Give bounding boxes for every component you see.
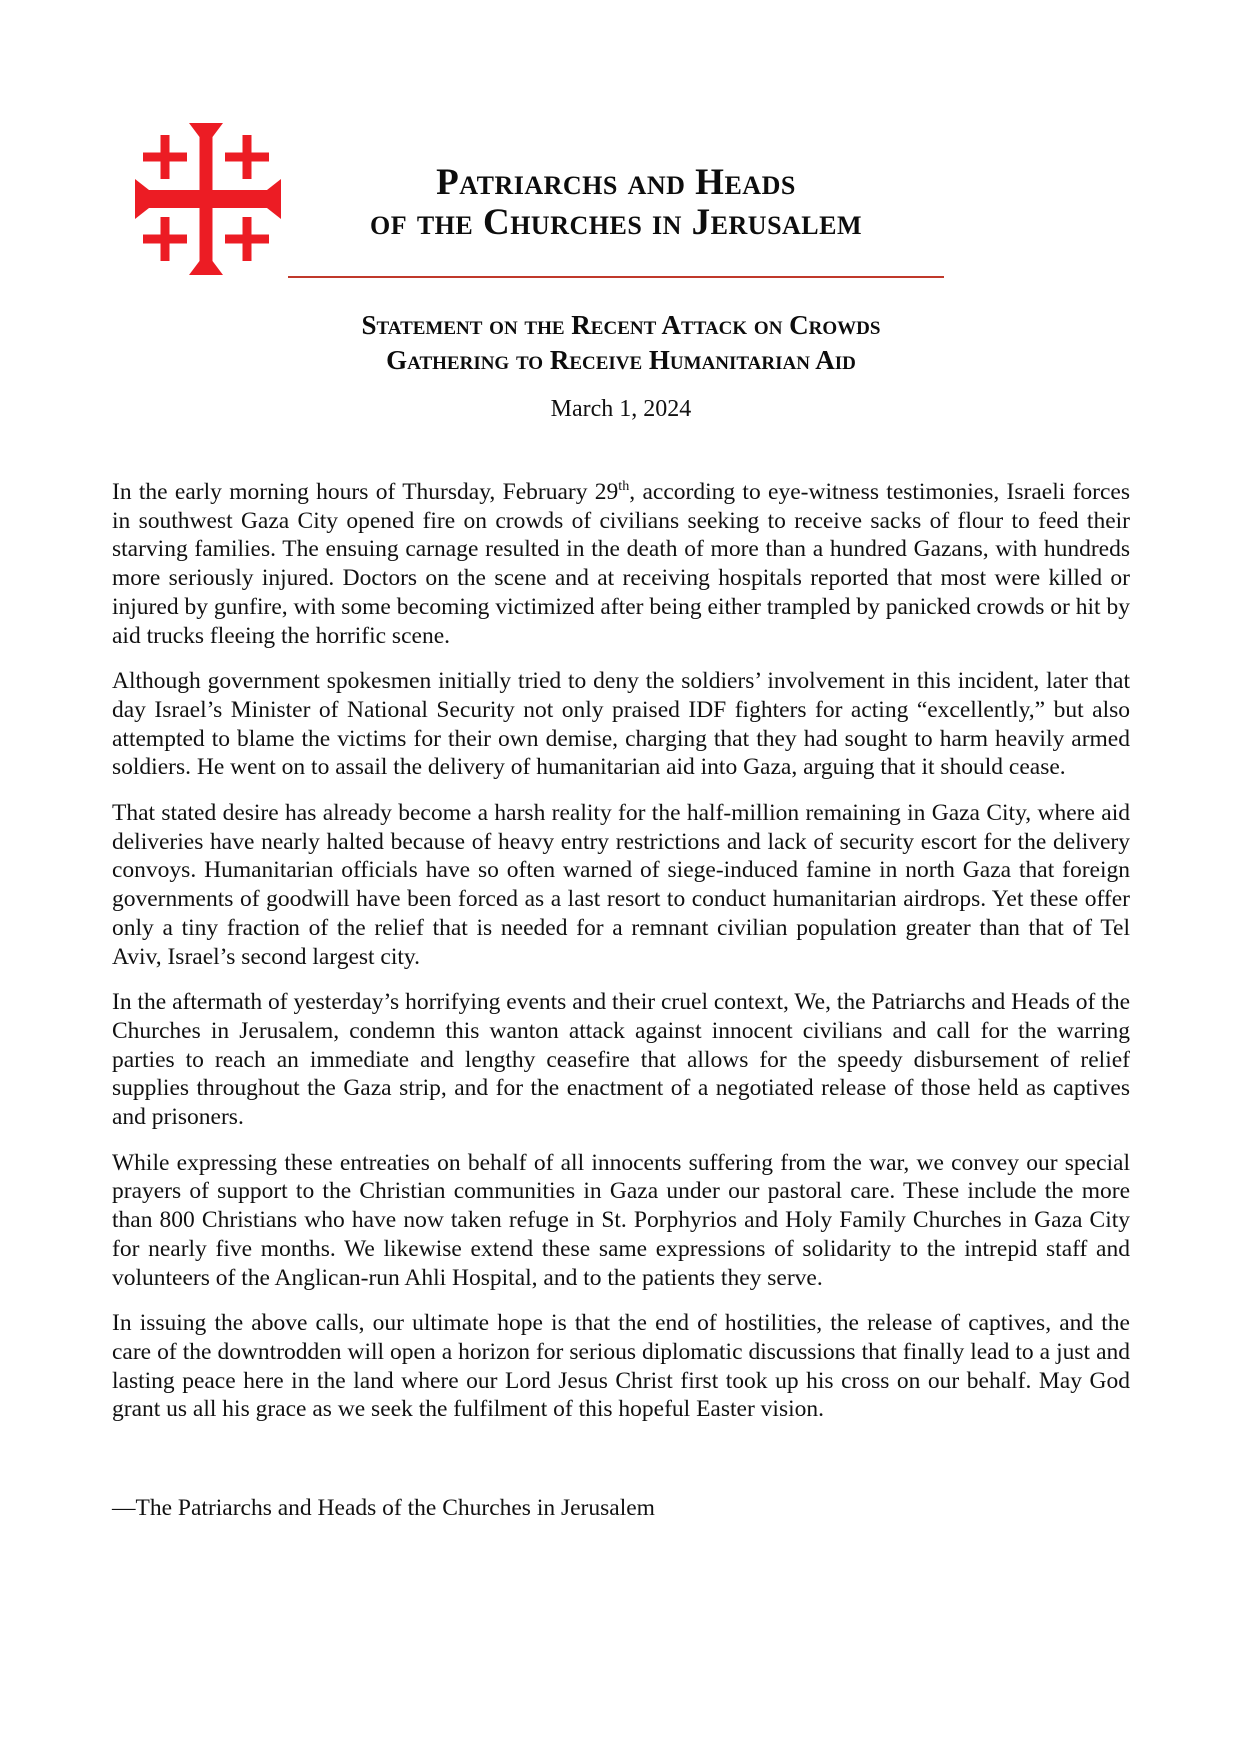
jerusalem-cross-logo <box>128 120 288 278</box>
statement-title-line1: Statement on the Recent Attack on Crowds <box>361 310 881 340</box>
body-paragraph-4: In the aftermath of yesterday’s horrifying events and their cruel context, We, the Patriarchs and Heads of the Churches in Jerusalem, condemn this wanton attack against innocent civilians and call for the warring parties to reach an immediate and lengthy ceasefire that allows for the speedy disbursement of relief supplies throughout the Gaza strip, and for the enactment of a negotiated release of those held as captives and prisoners. <box>112 989 1130 1131</box>
jerusalem-cross-shape <box>135 123 281 275</box>
body-paragraph-1 <box>112 478 1130 650</box>
org-title-line1: Patriarchs and Heads <box>436 162 796 203</box>
paragraph-1-text: In the early morning hours of Thursday, February 29 <box>112 479 619 505</box>
body-paragraph-6: In issuing the above calls, our ultimate hope is that the end of hostilities, the release of captives, and the care of the downtrodden will open a horizon for serious diplomatic discussions that finally lead to a just and lasting peace here in the land where our Lord Jesus Christ first took up his cross on our behalf. May God grant us all his grace as we seek the fulfilment of this hopeful Easter vision. <box>112 1310 1130 1423</box>
body-paragraph-3: That stated desire has already become a harsh reality for the half-million remaining in Gaza City, where aid deliveries have nearly halted because of heavy entry restrictions and lack of security escort for the delivery convoys. Humanitarian officials have so often warned of siege-induced famine in north Gaza that foreign governments of goodwill have been forced as a last resort to conduct humanitarian airdrops. Yet these offer only a tiny fraction of the relief that is needed for a remnant civilian population greater than that of Tel Aviv, Israel’s second largest city. <box>112 800 1130 970</box>
header-divider <box>288 276 944 278</box>
org-title <box>288 163 944 243</box>
statement-body <box>112 478 1130 1523</box>
body-paragraph-2: Although government spokesmen initially tried to deny the soldiers’ involvement in this incident, later that day Israel’s Minister of National Security not only praised IDF fighters for acting “excellently,” but also attempted to blame the victims for their own demise, charging that they had sought to harm heavily armed soldiers. He went on to assail the delivery of humanitarian aid into Gaza, arguing that it should cease. <box>112 668 1130 781</box>
paragraph-1-text-continued: , according to eye-witness testimonies, Israeli forces in southwest Gaza City opened fire on crowds of civilians seeking to receive sacks of flour to feed their starving families. The ensuing carnage resulted in the death of more than a hundred Gazans, with hundreds more seriously injured. Doctors on the scene and at receiving hospitals reported that most were killed or injured by gunfire, with some becoming victimized after being either trampled by panicked crowds or hit by aid trucks fleeing the horrific scene. <box>112 479 1130 649</box>
org-title-line2: of the Churches in Jerusalem <box>369 202 863 243</box>
statement-title-line2: Gathering to Receive Humanitarian Aid <box>386 345 856 375</box>
signature-line: —The Patriarchs and Heads of the Churches in Jerusalem <box>112 1495 655 1522</box>
statement-date: March 1, 2024 <box>550 396 692 422</box>
body-paragraph-5: While expressing these entreaties on behalf of all innocents suffering from the war, we convey our special prayers of support to the Christian communities in Gaza under our pastoral care. These include the more than 800 Christians who have now taken refuge in St. Porphyrios and Holy Family Churches in Gaza City for nearly five months. We likewise extend these same expressions of solidarity to the intrepid staff and volunteers of the Anglican-run Ahli Hospital, and to the patients they serve. <box>112 1149 1130 1291</box>
statement-title <box>112 308 1130 378</box>
ordinal-superscript: th <box>618 478 630 495</box>
